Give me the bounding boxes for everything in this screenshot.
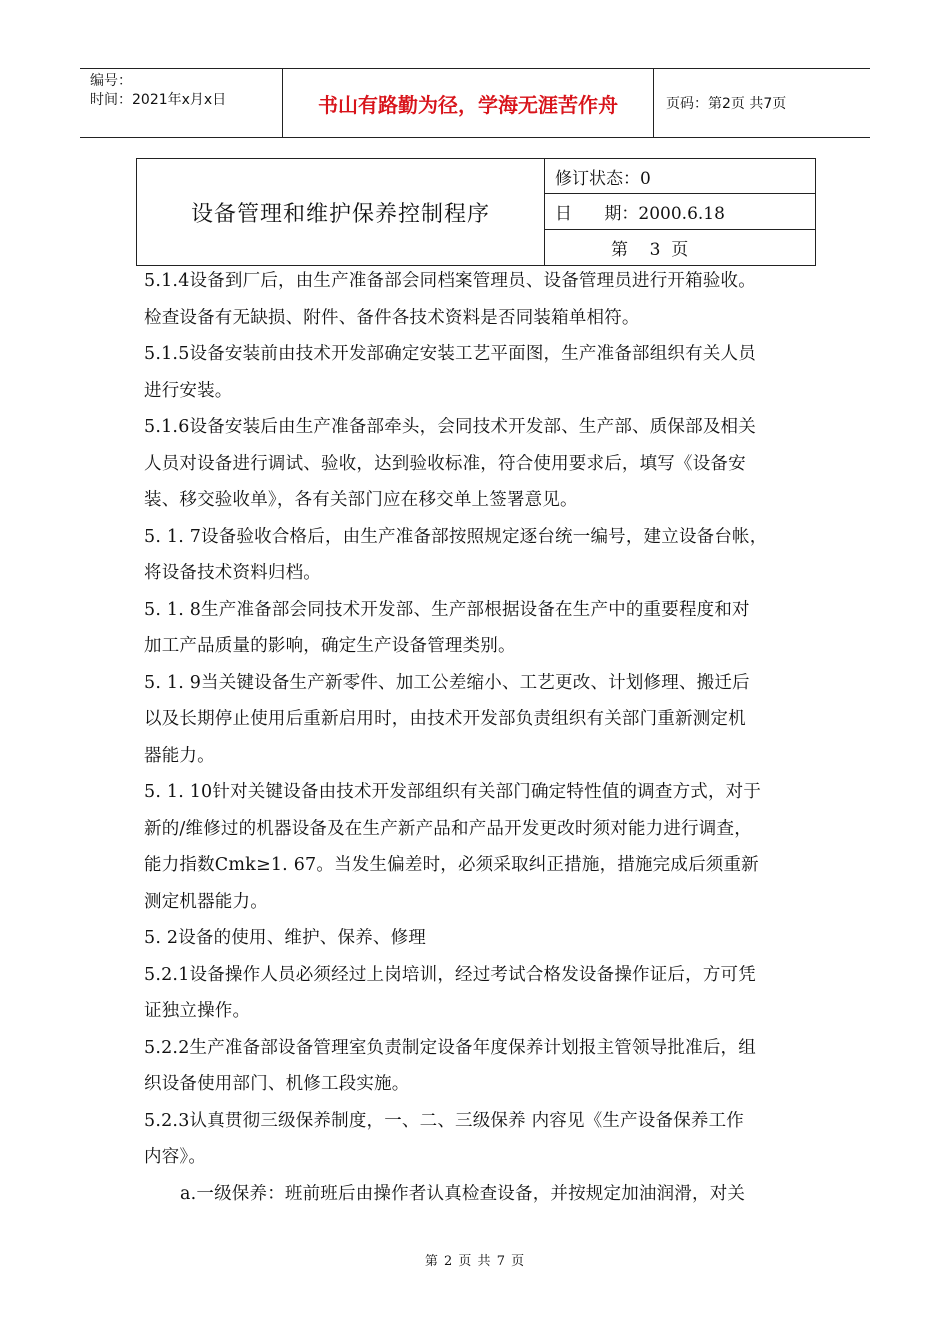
issue-date: 日 期：2000.6.18 — [545, 194, 815, 230]
header-page-info: 页码：第2页 共7页 — [666, 96, 787, 112]
page-footer: 第 2 页 共 7 页 — [424, 1254, 526, 1269]
body-line: 能力指数Cmk≥1. 67。当发生偏差时，必须采取纠正措施，措施完成后须重新 — [144, 855, 759, 875]
body-line: 测定机器能力。 — [144, 891, 268, 912]
code-label: 编号： — [90, 73, 132, 89]
body-line: 以及长期停止使用后重新启用时，由技术开发部负责组织有关部门重新测定机 — [144, 709, 746, 729]
body-line: 5.1.4设备到厂后，由生产准备部会同档案管理员、设备管理员进行开箱验收。 — [144, 271, 756, 291]
motto: 书山有路勤为径，学海无涯苦作舟 — [282, 69, 654, 137]
time-label: 时间：2021年x月x日 — [90, 92, 227, 108]
header-meta — [80, 69, 282, 137]
body-line: 内容》。 — [144, 1147, 207, 1167]
body-line: 5.1.6设备安装后由生产准备部牵头，会同技术开发部、生产部、质保部及相关 — [144, 417, 756, 437]
body-line: 证独立操作。 — [144, 1001, 251, 1021]
body-line: 检查设备有无缺损、附件、备件各技术资料是否同装箱单相符。 — [144, 307, 640, 328]
body-line: 5. 1. 8生产准备部会同技术开发部、生产部根据设备在生产中的重要程度和对 — [144, 599, 750, 620]
indented-line: a.一级保养：班前班后由操作者认真检查设备，并按规定加油润滑，对关 — [180, 1183, 746, 1204]
body-line: 5. 1. 9当关键设备生产新零件、加工公差缩小、工艺更改、计划修理、搬迁后 — [144, 672, 750, 693]
document-title: 设备管理和维护保养控制程序 — [137, 159, 545, 265]
body-line: 5.2.2生产准备部设备管理室负责制定设备年度保养计划报主管领导批准后，组 — [144, 1037, 756, 1058]
section-page: 第 3 页 — [611, 240, 689, 260]
body-line: 进行安装。 — [144, 380, 233, 401]
body-line: 新的/维修过的机器设备及在生产新产品和产品开发更改时须对能力进行调查， — [144, 818, 752, 839]
body-line: 将设备技术资料归档。 — [144, 563, 321, 583]
body-line: 人员对设备进行调试、验收，达到验收标准，符合使用要求后，填写《设备安 — [144, 453, 746, 474]
title-block — [136, 158, 816, 266]
body-line: 5.1.5设备安装前由技术开发部确定安装工艺平面图，生产准备部组织有关人员 — [144, 344, 756, 364]
body-line: 5.2.1设备操作人员必须经过上岗培训，经过考试合格发设备操作证后，方可凭 — [144, 964, 756, 985]
body-line: 5. 1. 7设备验收合格后，由生产准备部按照规定逐台统一编号，建立设备台帐， — [144, 526, 768, 547]
body-line: 器能力。 — [144, 745, 215, 766]
body-line: 5.2.3认真贯彻三级保养制度，一、二、三级保养 内容见《生产设备保养工作 — [144, 1110, 744, 1131]
revision-status: 修订状态：0 — [545, 159, 815, 194]
body-line: 装、移交验收单》，各有关部门应在移交单上签署意见。 — [144, 490, 578, 510]
body-line: 织设备使用部门、机修工段实施。 — [144, 1074, 410, 1094]
body-line: 5. 1. 10针对关键设备由技术开发部组织有关部门确定特性值的调查方式，对于 — [144, 782, 762, 802]
body-text — [144, 263, 824, 1212]
body-line: 5. 2设备的使用、维护、保养、修理 — [144, 928, 426, 948]
header-band — [80, 68, 870, 138]
body-line: 加工产品质量的影响，确定生产设备管理类别。 — [144, 636, 516, 656]
